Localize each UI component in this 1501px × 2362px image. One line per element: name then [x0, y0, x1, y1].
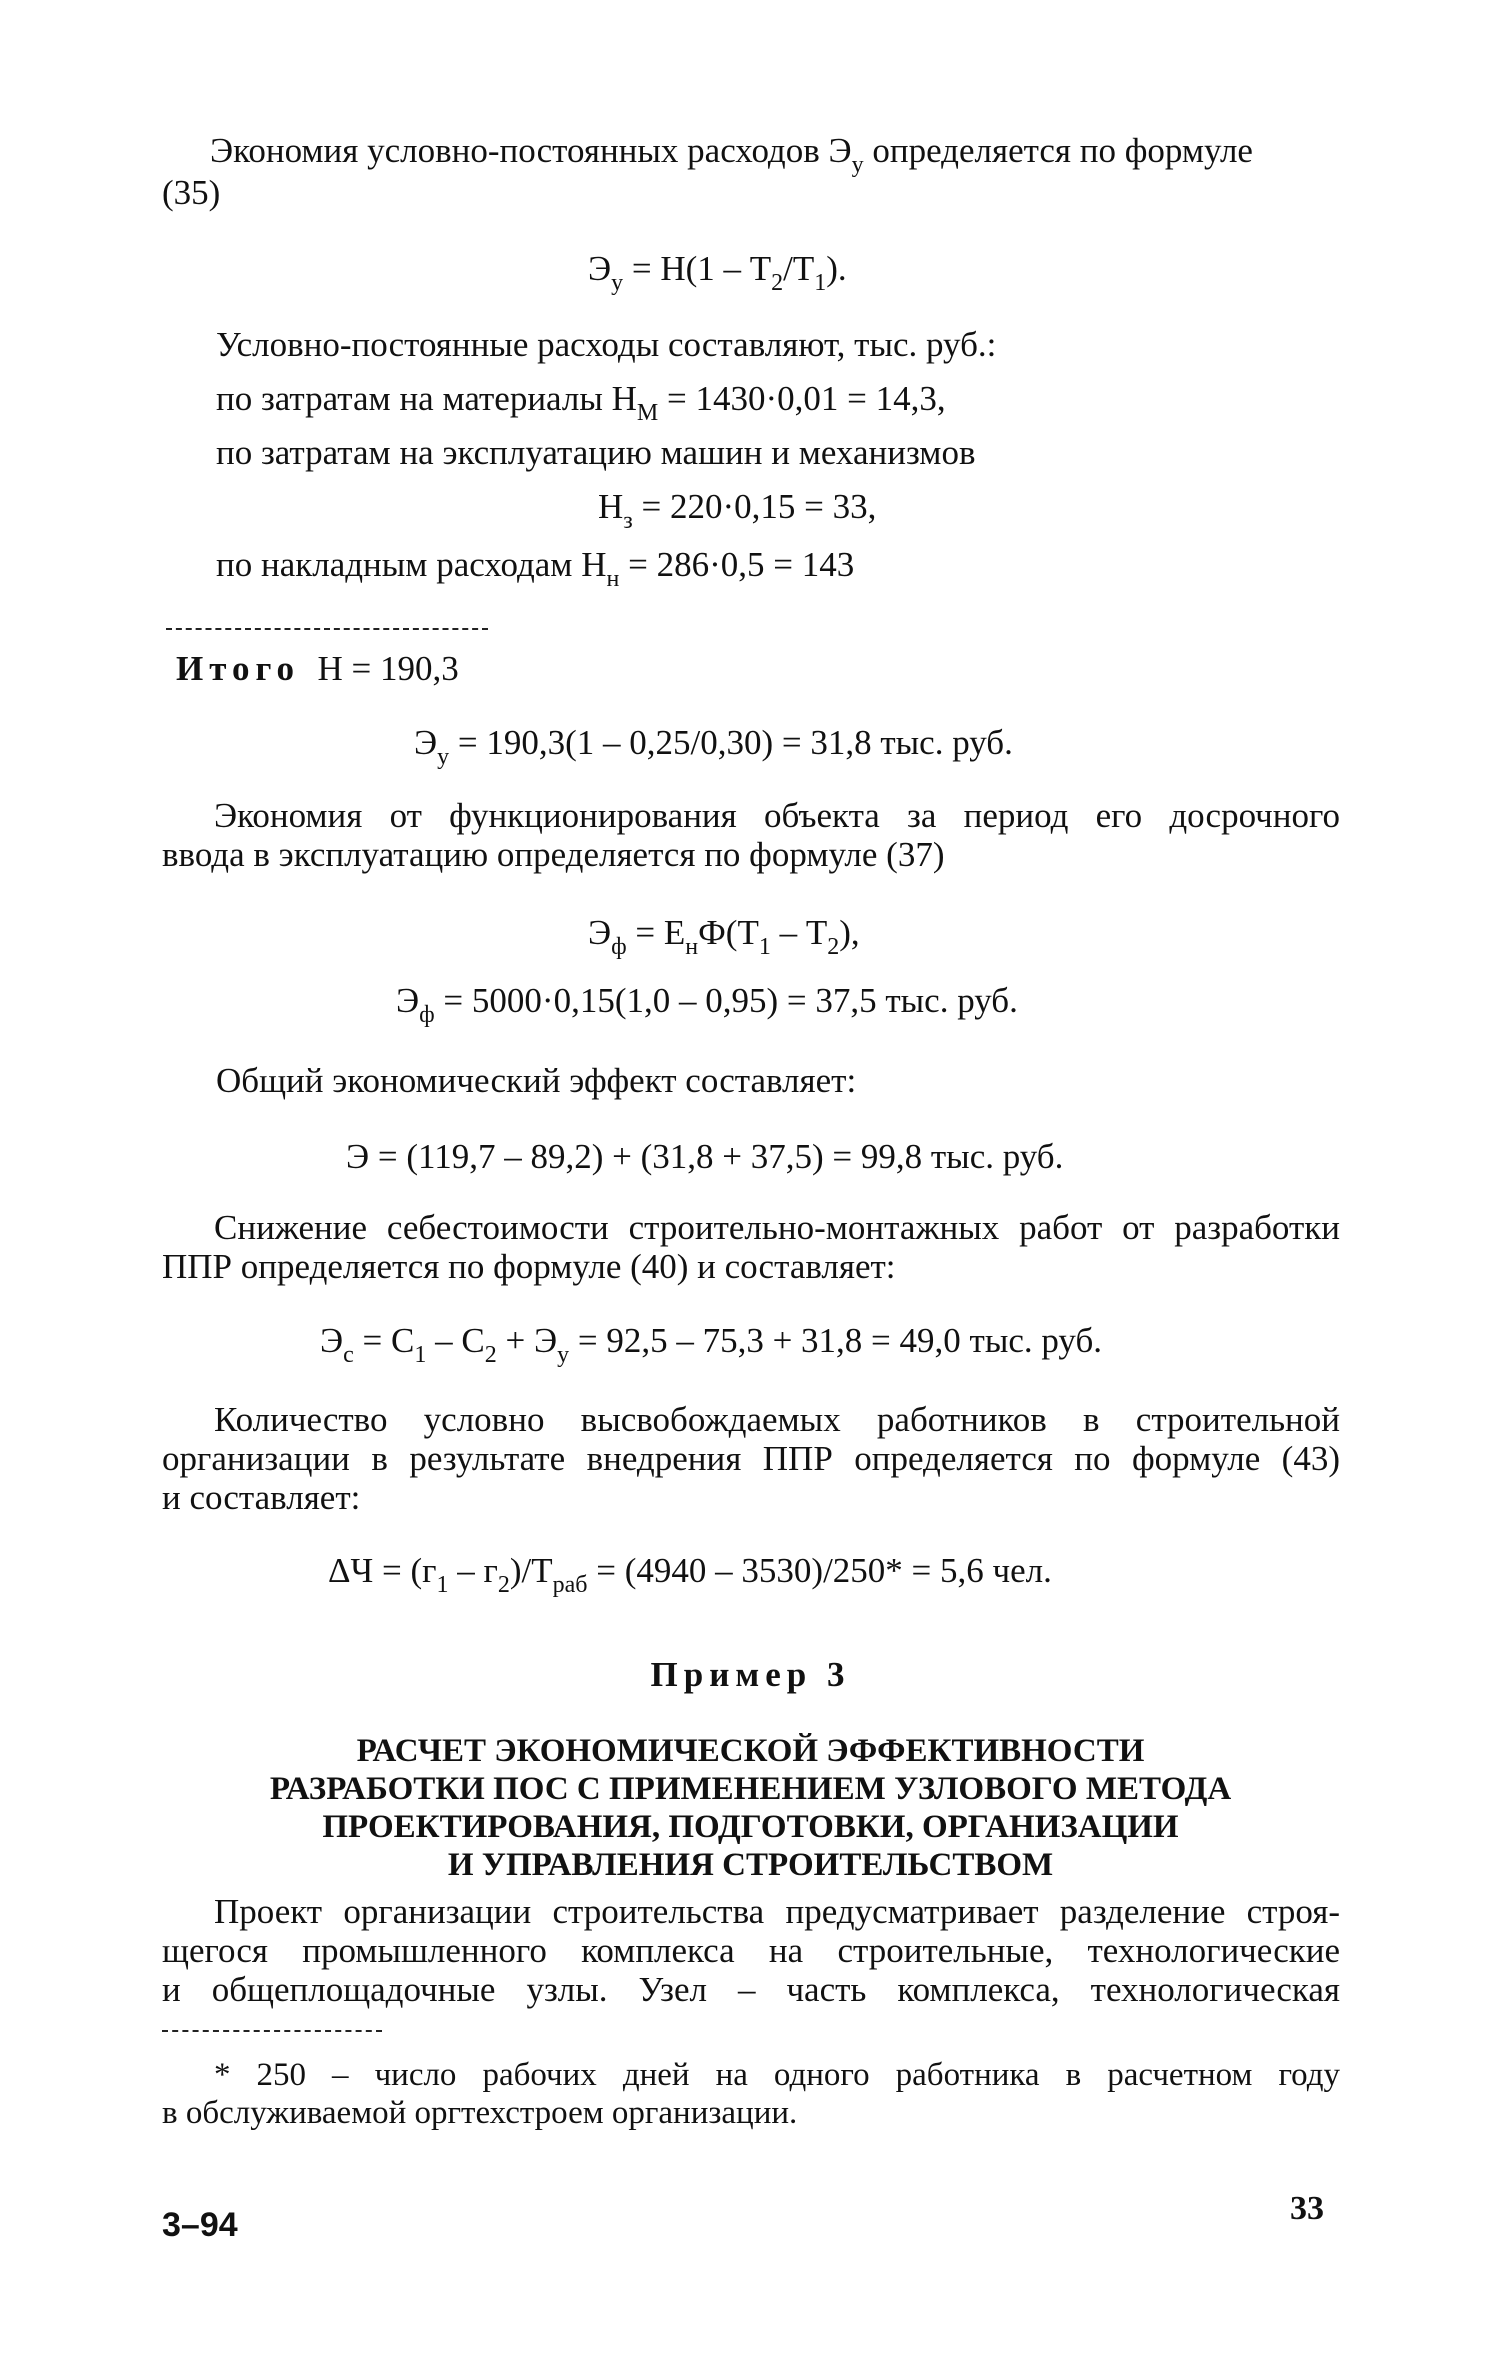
example-title: РАСЧЕТ ЭКОНОМИЧЕСКОЙ ЭФФЕКТИВНОСТИ РАЗРАБОТКИ ПОС С ПРИМЕНЕНИЕМ УЗЛОВОГО МЕТОДА ПРОЕКТИРОВАНИЯ, ПОДГОТОВКИ, ОРГАНИЗАЦИИ И УПРАВЛЕНИЯ СТРОИТЕЛЬСТВОМ [269, 1733, 1232, 1883]
example-label: Пример 3 [650, 1655, 851, 1694]
costs-machines-value: $Н_з = 220\cdot 0,15 = 33$, [598, 487, 877, 534]
early-commissioning-paragraph: Экономия от функционирования объекта за период его досрочного ввода в эксплуатацию определяется по формуле (37) [162, 796, 1340, 874]
costs-materials: по затратам на материалы $Н_М = 1430\cdot 0,01 = 14,3$, [216, 379, 946, 426]
footnote: * 250 – число рабочих дней на одного работника в расчетном году в обслуживаемой оргтехстроем организации. [162, 2057, 1340, 2131]
formula-43: $\Delta Ч = (г_1 - г_2)/Т_{раб} = (4940 - 3530)/250* = 5,6$ чел. [328, 1551, 1052, 1598]
ey-calculation: $Э_у = 190,3(1 - 0,25/0,30) = 31,8$ тыс. руб. [414, 723, 1013, 770]
workers-paragraph: Количество условно высвобождаемых работников в строительной организации в результате внедрения ППР определяется по формуле (43) и составляет: [162, 1400, 1340, 1517]
formula-35: $Э_у = Н(1 - Т_2/Т_1)$. [588, 249, 847, 296]
general-effect-text: Общий экономический эффект составляет: [216, 1061, 857, 1100]
general-effect-formula: Э = (119,7 – 89,2) + (31,8 + 37,5) = 99,8 тыс. руб. [346, 1137, 1064, 1176]
sheet-mark: 3–94 [162, 2206, 238, 2244]
intro-formula-ref: (35) [162, 173, 221, 212]
formula-37: $Э_ф = Е_нФ(Т_1 - Т_2)$, [588, 913, 860, 960]
costs-overhead: по накладным расходам $Н_н = 286\cdot 0,5 = 143$ [216, 545, 855, 592]
total-line: Итого Н = 190,3 [176, 649, 459, 688]
intro-paragraph: Экономия условно-постоянных расходов $Э_у$ определяется по формуле [210, 131, 1253, 178]
cost-reduction-paragraph: Снижение себестоимости строительно-монтажных работ от разработки ППР определяется по формуле (40) и составляет: [162, 1208, 1340, 1286]
project-paragraph: Проект организации строительства предусматривает разделение строя- щегося промышленного комплекса на строительные, технологические и общеплощадочные узлы. Узел – часть комплекса, технологическая [162, 1892, 1340, 2009]
costs-machines-label: по затратам на эксплуатацию машин и механизмов [216, 433, 976, 472]
footnote-divider [162, 2030, 382, 2032]
ef-calculation: $Э_ф = 5000\cdot 0,15(1,0 - 0,95) = 37,5$ тыс. руб. [396, 981, 1018, 1028]
page-number: 33 [1290, 2190, 1324, 2227]
total-divider [166, 628, 488, 630]
costs-heading: Условно-постоянные расходы составляют, тыс. руб.: [216, 325, 997, 364]
formula-40: $Э_с = С_1 - С_2 + Э_у = 92,5 - 75,3 + 31,8 = 49,0$ тыс. руб. [320, 1321, 1103, 1368]
